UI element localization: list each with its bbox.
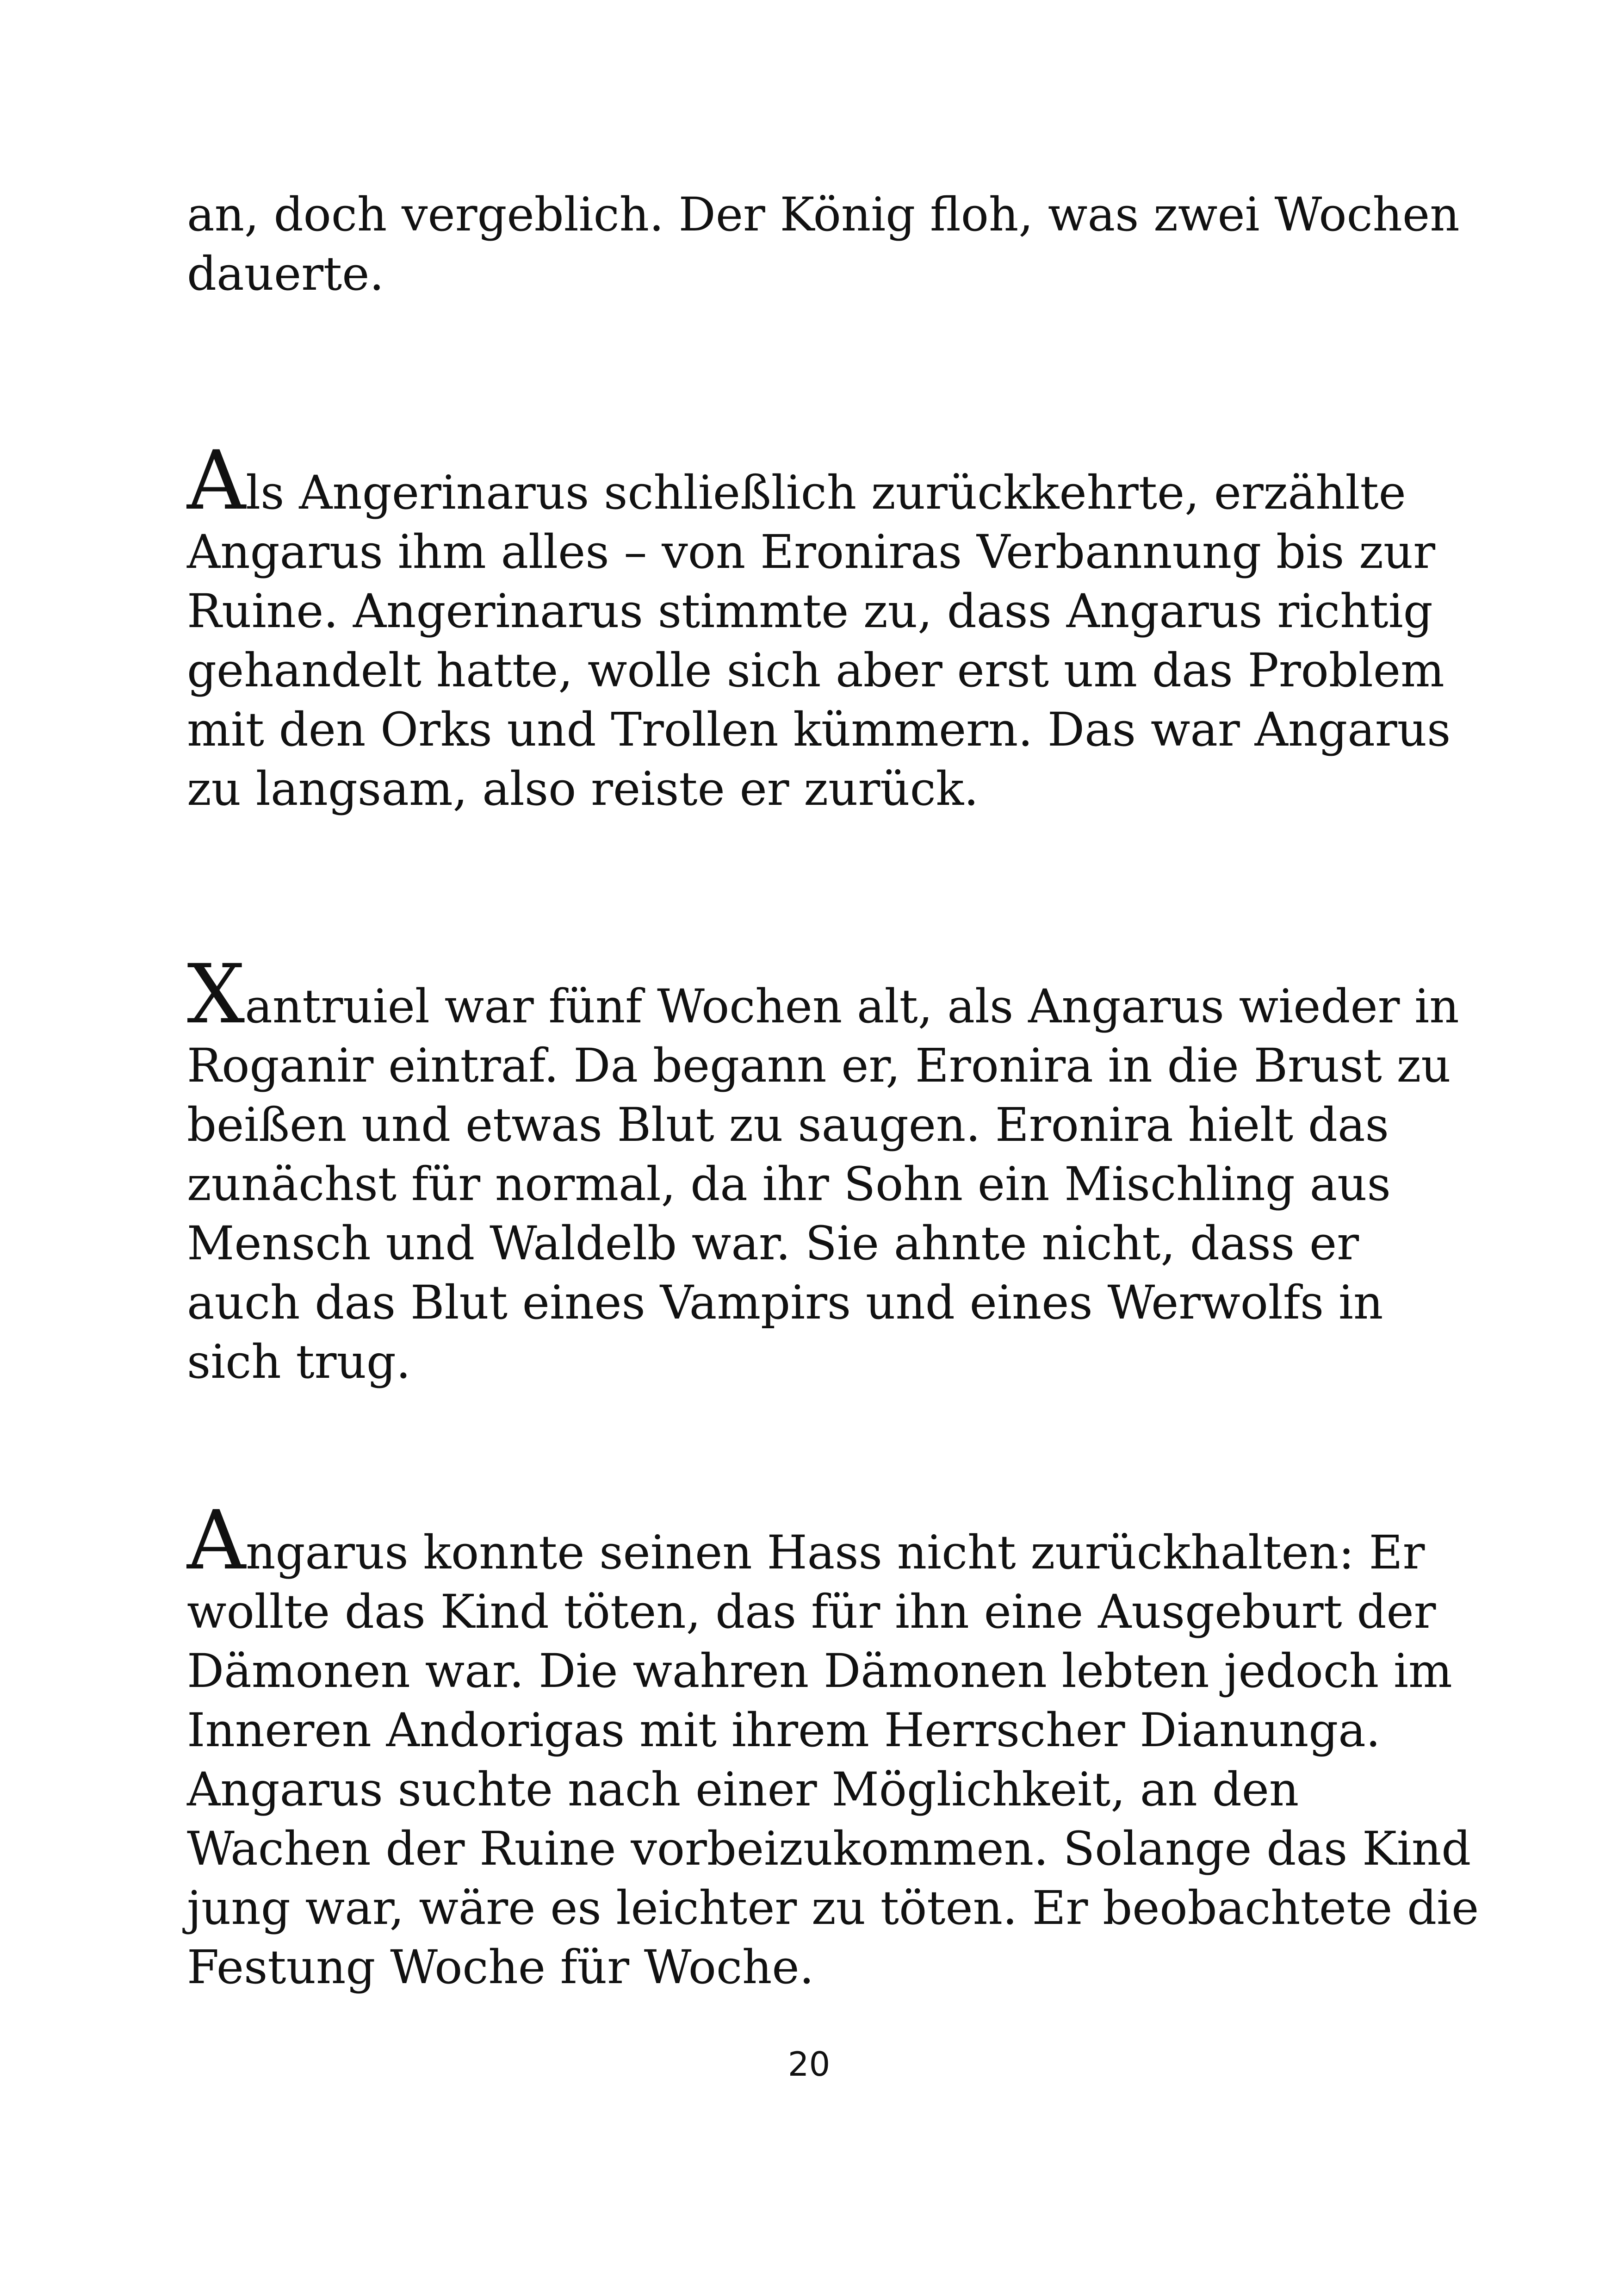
paragraph-line: mit den Orks und Trollen kümmern. Das war Angarus	[187, 703, 1451, 757]
paragraph-line	[187, 433, 1445, 528]
paragraph-line	[187, 1493, 1445, 1588]
page-number: 20	[787, 2045, 831, 2084]
paragraph-line: zu langsam, also reiste er zurück.	[187, 762, 979, 816]
paragraph-4	[187, 1493, 1479, 1997]
drop-cap: X	[187, 947, 245, 1042]
paragraph-line: Festung Woche für Woche.	[187, 1940, 814, 1994]
paragraph-line: dauerte.	[187, 247, 384, 301]
drop-cap: A	[187, 433, 246, 528]
paragraph-line: jung war, wäre es leichter zu töten. Er beobachtete die	[187, 1881, 1479, 1935]
paragraph-3	[187, 947, 1459, 1392]
paragraph-2	[187, 433, 1451, 819]
paragraph-line	[187, 947, 1459, 1042]
paragraph-line: gehandelt hatte, wolle sich aber erst um das Problem	[187, 643, 1444, 697]
paragraph-1	[187, 185, 1460, 304]
paragraph-line: Angarus suchte nach einer Möglichkeit, an den	[187, 1762, 1299, 1817]
paragraph-line-text: antruiel war fünf Wochen alt, als Angarus wieder in	[245, 979, 1459, 1033]
drop-cap: A	[187, 1493, 246, 1588]
paragraph-line: Ruine. Angerinarus stimmte zu, dass Angarus richtig	[187, 584, 1433, 638]
paragraph-line: auch das Blut eines Vampirs und eines Werwolfs in	[187, 1276, 1383, 1330]
paragraph-line: Mensch und Waldelb war. Sie ahnte nicht, dass er	[187, 1216, 1359, 1270]
paragraph-line: Dämonen war. Die wahren Dämonen lebten jedoch im	[187, 1644, 1452, 1698]
paragraph-line: an, doch vergeblich. Der König floh, was zwei Wochen	[187, 187, 1460, 242]
paragraph-line: beißen und etwas Blut zu saugen. Eronira hielt das	[187, 1098, 1389, 1152]
paragraph-line: Wachen der Ruine vorbeizukommen. Solange das Kind	[187, 1822, 1471, 1876]
paragraph-line-text: ngarus konnte seinen Hass nicht zurückhalten: Er	[246, 1525, 1425, 1580]
paragraph-line-text: ls Angerinarus schließlich zurückkehrte, erzählte	[246, 466, 1406, 520]
paragraph-line: Roganir eintraf. Da begann er, Eronira in die Brust zu	[187, 1039, 1451, 1093]
paragraph-line: Inneren Andorigas mit ihrem Herrscher Dianunga.	[187, 1703, 1381, 1757]
paragraph-line: sich trug.	[187, 1335, 411, 1389]
paragraph-line: Angarus ihm alles – von Eroniras Verbannung bis zur	[187, 525, 1436, 579]
paragraph-line: wollte das Kind töten, das für ihn eine Ausgeburt der	[187, 1585, 1436, 1639]
paragraph-line: zunächst für normal, da ihr Sohn ein Mischling aus	[187, 1157, 1391, 1211]
